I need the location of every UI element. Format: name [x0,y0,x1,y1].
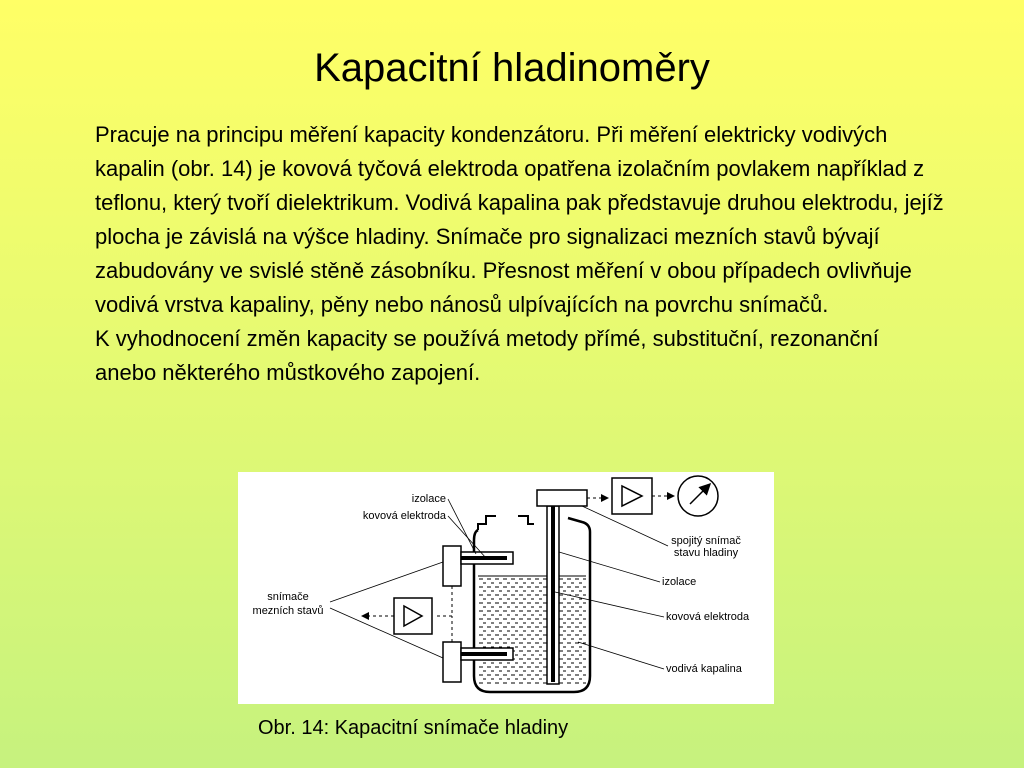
leader-snimace-upper [330,562,443,602]
level-amplifier-box [612,478,652,514]
diagram-svg [238,472,774,704]
rod-electrode [551,506,555,682]
paragraph-evaluation: K vyhodnocení změn kapacity se používá metody přímé, substituční, rezonanční anebo některého můstkového zapojení. [95,326,879,385]
label-vodiva-kapalina: vodivá kapalina [666,663,742,675]
lower-sensor-electrode [461,652,507,656]
body-text [95,118,945,390]
slide-title: Kapacitní hladinoměry [314,46,710,90]
figure-caption: Obr. 14: Kapacitní snímače hladiny [258,717,569,739]
figure-capacitive-sensors [238,472,774,704]
label-spojity-2: stavu hladiny [673,547,739,559]
label-snimace-1: snímače [267,591,309,603]
upper-sensor-body [443,546,461,586]
label-snimace-2: mezních stavů [252,605,324,617]
label-spojity-1: spojitý snímač [671,535,741,547]
upper-sensor-electrode [461,556,507,560]
label-kovova-top: kovová elektroda [362,510,446,522]
label-izolace-right: izolace [662,576,697,588]
label-kovova-right: kovová elektroda [666,611,750,623]
label-izolace-top: izolace [411,493,446,505]
lower-sensor-body [443,642,461,682]
tank-neck-right [518,516,534,524]
paragraph-principle: Pracuje na principu měření kapacity kondenzátoru. Při měření elektricky vodivých kapalin (obr. 14) je kovová tyčová elektroda opatřena izolačním povlakem například z teflonu, který tvoří dielektrikum. Vodivá kapalina pak představuje druhou elektrodu, jejíž plocha je závislá na výšce hladiny. Snímače pro signalizaci mezních stavů bývají zabudovány ve svislé stěně zásobníku. Přesnost měření v obou případech ovlivňuje vodivá vrstva kapaliny, pěny nebo nánosů ulpívajících na povrchu snímačů. [95,122,944,317]
upper-sensor-signal-line [434,586,452,616]
tank-neck-left [478,516,496,530]
rod-head [537,490,587,506]
limit-amplifier-box [394,598,432,634]
conductive-liquid [478,576,586,684]
